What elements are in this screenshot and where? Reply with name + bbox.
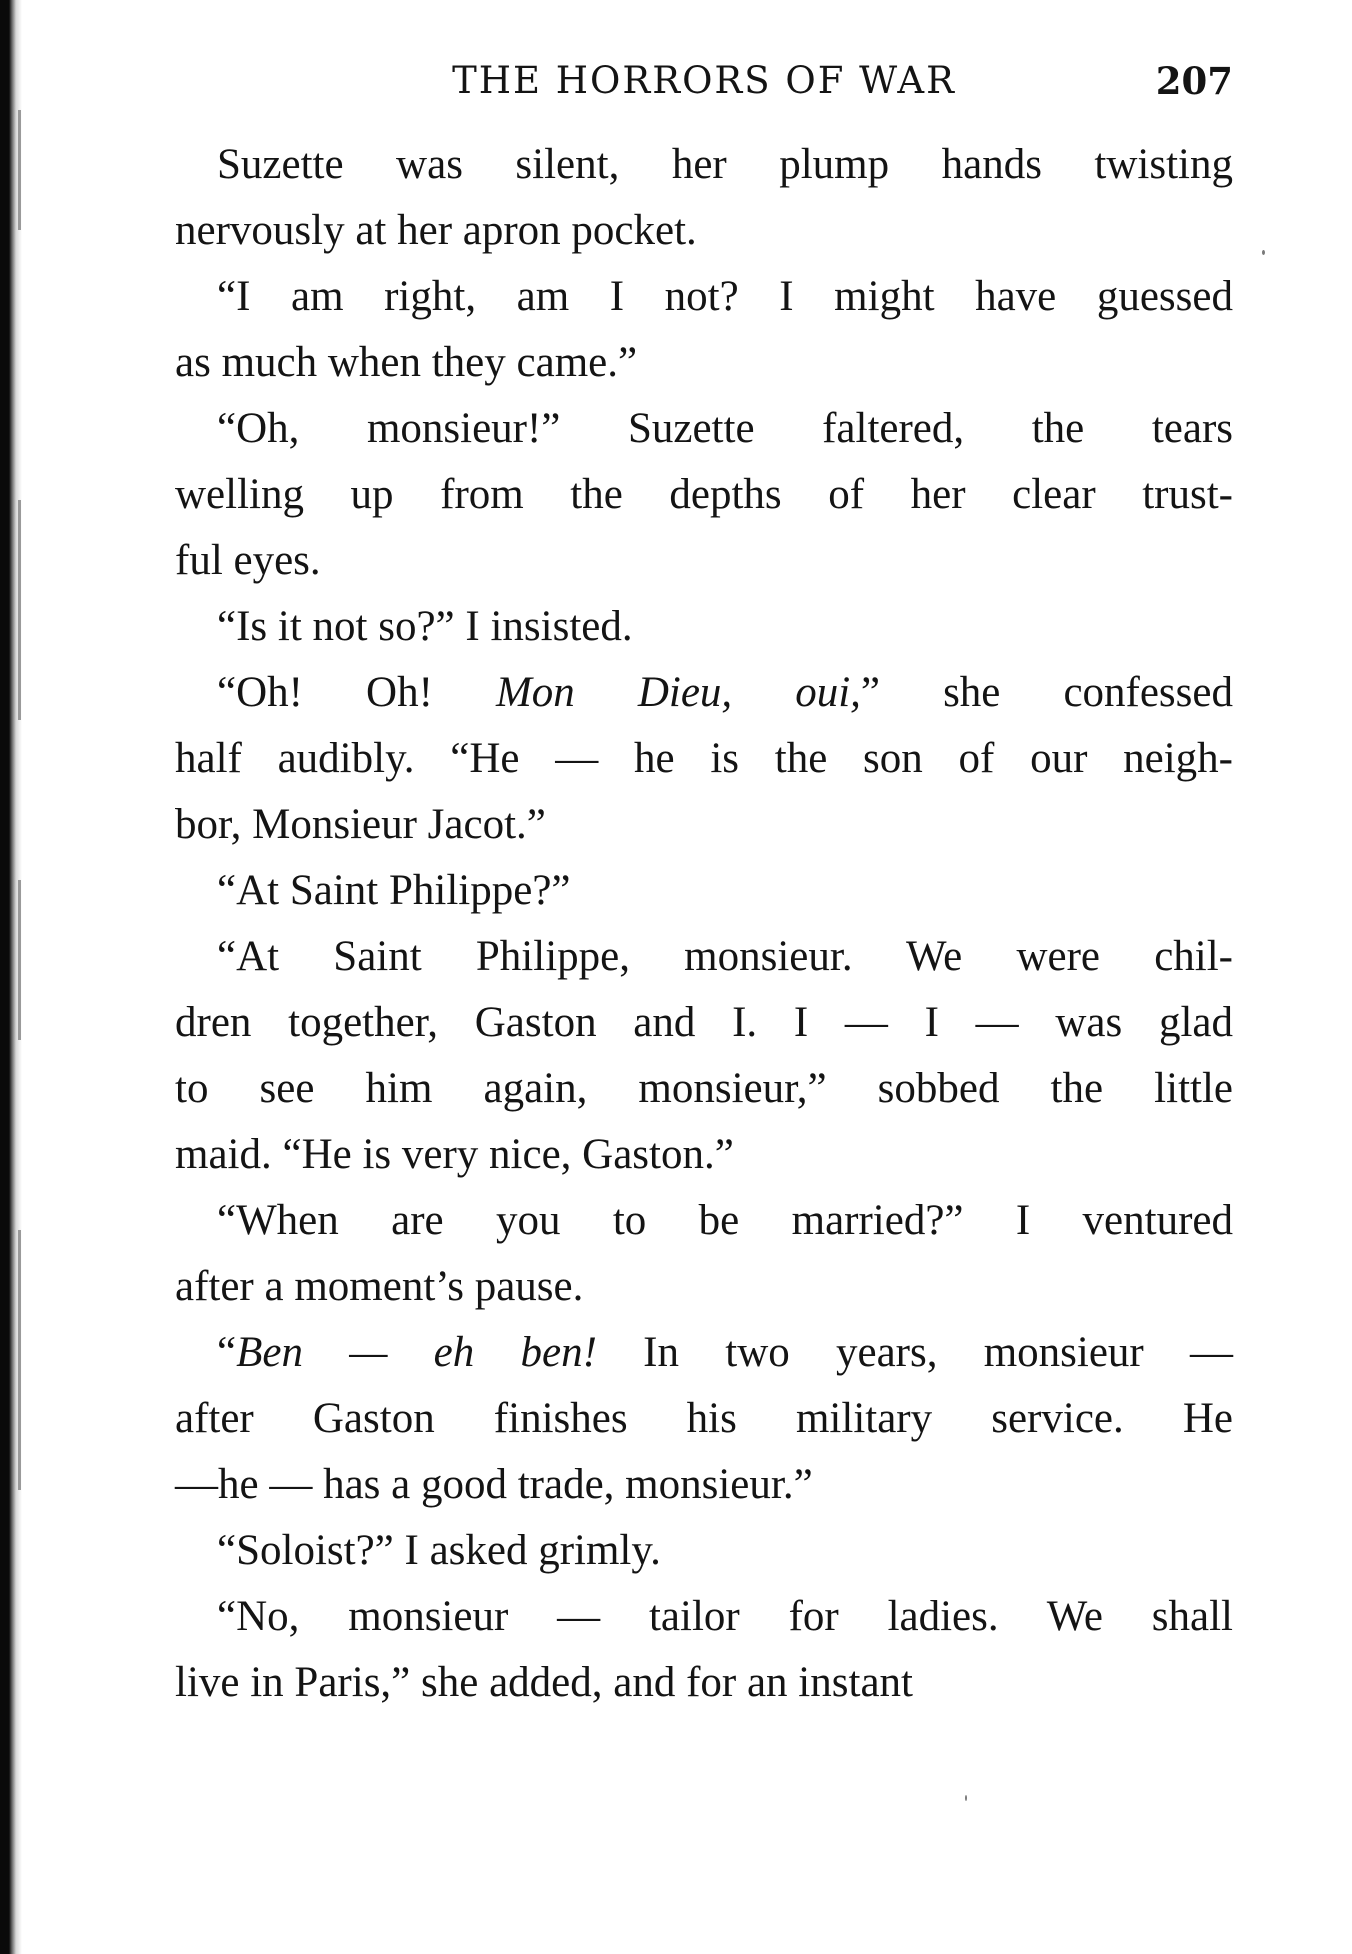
paragraph [175,132,1233,264]
text-line [175,1320,1233,1386]
text-run: In two years, monsieur — [596,1329,1233,1376]
text-run: “At Saint Philippe?” [217,867,571,914]
paragraph [175,1320,1233,1518]
text-run: “I am right, am I not? I might have guessed [217,273,1233,320]
paragraph [175,924,1233,1188]
text-run: to see him again, monsieur,” sobbed the little [175,1065,1233,1112]
text-line [175,1386,1233,1452]
paragraph [175,594,1233,660]
text-run: ful eyes. [175,537,321,584]
text-line [175,1518,1233,1584]
text-run: after a moment’s pause. [175,1263,584,1310]
text-line [175,1254,1233,1320]
text-run: dren together, Gaston and I. I — I — was glad [175,999,1233,1046]
paragraph [175,264,1233,396]
text-run: ” she confessed [860,669,1233,716]
paper-speck [965,1795,967,1801]
text-line [175,792,1233,858]
text-run: maid. “He is very nice, Gaston.” [175,1131,734,1178]
text-line [175,528,1233,594]
chapter-title: THE HORRORS OF WAR [452,59,956,102]
text-line [175,660,1233,726]
text-run: “Is it not so?” I insisted. [217,603,633,650]
text-line [175,1056,1233,1122]
text-run: “Oh! Oh! [217,669,496,716]
text-run: half audibly. “He — he is the son of our neigh- [175,735,1233,782]
running-head [175,58,1233,104]
gutter-speck [18,880,21,1040]
text-line [175,462,1233,528]
text-run: “Oh, monsieur!” Suzette faltered, the tears [217,405,1233,452]
text-line [175,726,1233,792]
text-run: nervously at her apron pocket. [175,207,697,254]
text-run: as much when they came.” [175,339,638,386]
text-run: bor, Monsieur Jacot.” [175,801,546,848]
paragraph [175,1518,1233,1584]
text-line [175,924,1233,990]
text-line [175,132,1233,198]
text-line [175,264,1233,330]
paragraph [175,1584,1233,1716]
text-line [175,594,1233,660]
text-run: “When are you to be married?” I ventured [217,1197,1233,1244]
text-line [175,990,1233,1056]
text-run: —he — has a good trade, monsieur.” [175,1461,813,1508]
text-run: Suzette was silent, her plump hands twisting [217,141,1233,188]
text-line [175,1584,1233,1650]
paragraph [175,858,1233,924]
text-line [175,858,1233,924]
paragraph [175,396,1233,594]
text-run: “No, monsieur — tailor for ladies. We shall [217,1593,1233,1640]
text-run: “Soloist?” I asked grimly. [217,1527,661,1574]
text-run: “ [217,1329,237,1376]
text-run: live in Paris,” she added, and for an instant [175,1659,913,1706]
paper-speck [1262,250,1265,255]
text-run: welling up from the depths of her clear trust- [175,471,1233,518]
paragraph [175,660,1233,858]
text-run: after Gaston finishes his military service. He [175,1395,1233,1442]
gutter-speck [18,500,21,720]
paragraph [175,1188,1233,1320]
text-line [175,1188,1233,1254]
text-line [175,1650,1233,1716]
text-line [175,330,1233,396]
gutter-speck [18,1230,21,1490]
body-text [175,132,1233,1716]
text-line [175,1452,1233,1518]
text-line [175,396,1233,462]
text-run: “At Saint Philippe, monsieur. We were chil- [217,933,1233,980]
italic-text-run: Mon Dieu, oui, [495,669,861,716]
page-number: 207 [1155,59,1233,103]
gutter-speck [18,110,21,230]
text-line [175,1122,1233,1188]
italic-text-run: Ben — eh ben! [236,1329,597,1376]
text-line [175,198,1233,264]
